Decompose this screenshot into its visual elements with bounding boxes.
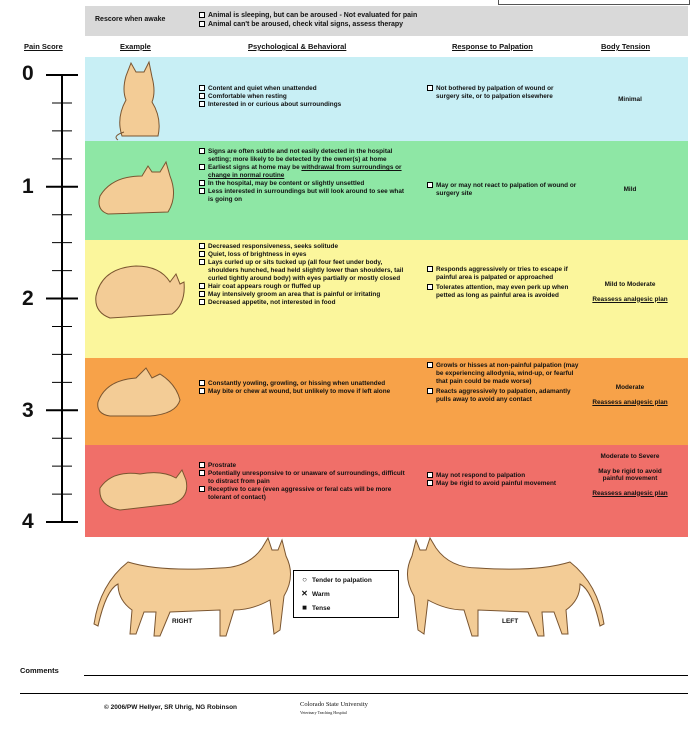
palpation-item: May not respond to palpation [427,472,577,480]
palpation-item: Reacts aggressively to palpation, adamantly pulls away to avoid any contact [427,388,579,404]
score-3: 3 [22,399,34,422]
cat-right-side-icon [94,538,291,636]
right-label: RIGHT [172,618,193,625]
footer-credit: © 2006/PW Hellyer, SR Uhrig, NG Robinson [104,704,238,711]
psych-item: Decreased responsiveness, seeks solitude [199,243,411,251]
psych-item: Potentially unresponsive to or unaware of surroundings, difficult to distract from pain [199,470,411,486]
header-pain-score: Pain Score [24,42,63,51]
palpation-item: May or may not react to palpation of wound or surgery site [427,182,577,198]
legend-tense: ■ Tense [300,603,330,612]
tension-2: Mild to Moderate Reassess analgesic plan [592,281,668,303]
x-mark-icon: ✕ [301,589,308,598]
footer-divider [20,693,688,694]
legend-warm: ✕ Warm [301,589,330,598]
psych-item: Earliest signs at home may be withdrawal from surroundings or change in normal routine [199,164,411,180]
psych-item: In the hospital, may be content or slightly unsettled [199,180,411,188]
tension-3: Moderate Reassess analgesic plan [592,384,668,406]
score-0: 0 [22,62,34,85]
body-map-legend [293,570,399,618]
header-psych: Psychological & Behavioral [248,42,347,51]
palpation-item: Growls or hisses at non-painful palpation (may be experiencing allodynia, wind-up, or fearful that pain could be made worse) [427,362,579,386]
left-label: LEFT [502,618,519,625]
score-1: 1 [22,175,34,198]
circle-outline-icon: ○ [302,575,307,584]
psych-item: Constantly yowling, growling, or hissing when unattended [199,380,411,388]
rescore-option: Animal is sleeping, but can be aroused - Not evaluated for pain [199,11,417,20]
rescore-option: Animal can't be aroused, check vital signs, assess therapy [199,20,417,29]
tension-4: Moderate to Severe May be rigid to avoid painful movement Reassess analgesic plan [592,453,668,497]
psych-item: Comfortable when resting [199,93,409,101]
palpation-item: Responds aggressively or tries to escape if painful area is palpated or approached [427,266,579,282]
psych-item: May bite or chew at wound, but unlikely to move if left alone [199,388,411,396]
filled-square-icon: ■ [302,603,307,612]
psych-item: May intensively groom an area that is painful or irritating [199,291,411,299]
tension-0: Minimal [618,96,642,103]
university-logo: Colorado State University Veterinary Teaching Hospital [300,701,368,715]
palpation-item: May be rigid to avoid painful movement [427,480,577,488]
header-palpation: Response to Palpation [452,42,533,51]
comments-line[interactable] [84,675,688,676]
psych-item: Prostrate [199,462,411,470]
palpation-item: Tolerates attention, may even perk up when petted as long as painful area is avoided [427,284,579,300]
rescore-label: Rescore when awake [95,16,166,23]
psych-item: Lays curled up or sits tucked up (all four feet under body, shoulders hunched, head held slightly lower than shoulders, tail curled tightly around body) with eyes partially or mostly closed [199,259,411,283]
psych-item: Interested in or curious about surroundings [199,101,409,109]
score-4: 4 [22,510,34,533]
legend-tender: ○ Tender to palpation [300,575,372,584]
psych-item: Less interested in surroundings but will look around to see what is going on [199,188,411,204]
psych-item: Quiet, loss of brightness in eyes [199,251,411,259]
score-2: 2 [22,287,34,310]
comments-label: Comments [20,666,59,675]
psych-item: Signs are often subtle and not easily detected in the hospital setting; more likely to be detected by the owner(s) at home [199,148,411,164]
tension-1: Mild [623,186,637,193]
psych-item: Receptive to care (even aggressive or feral cats will be more tolerant of contact) [199,486,411,502]
header-example: Example [120,42,151,51]
psych-item: Decreased appetite, not interested in food [199,299,411,307]
psych-item: Content and quiet when unattended [199,85,409,93]
palpation-item: Not bothered by palpation of wound or surgery site, or to palpation elsewhere [427,85,577,101]
header-tension: Body Tension [601,42,651,51]
psych-item: Hair coat appears rough or fluffed up [199,283,411,291]
